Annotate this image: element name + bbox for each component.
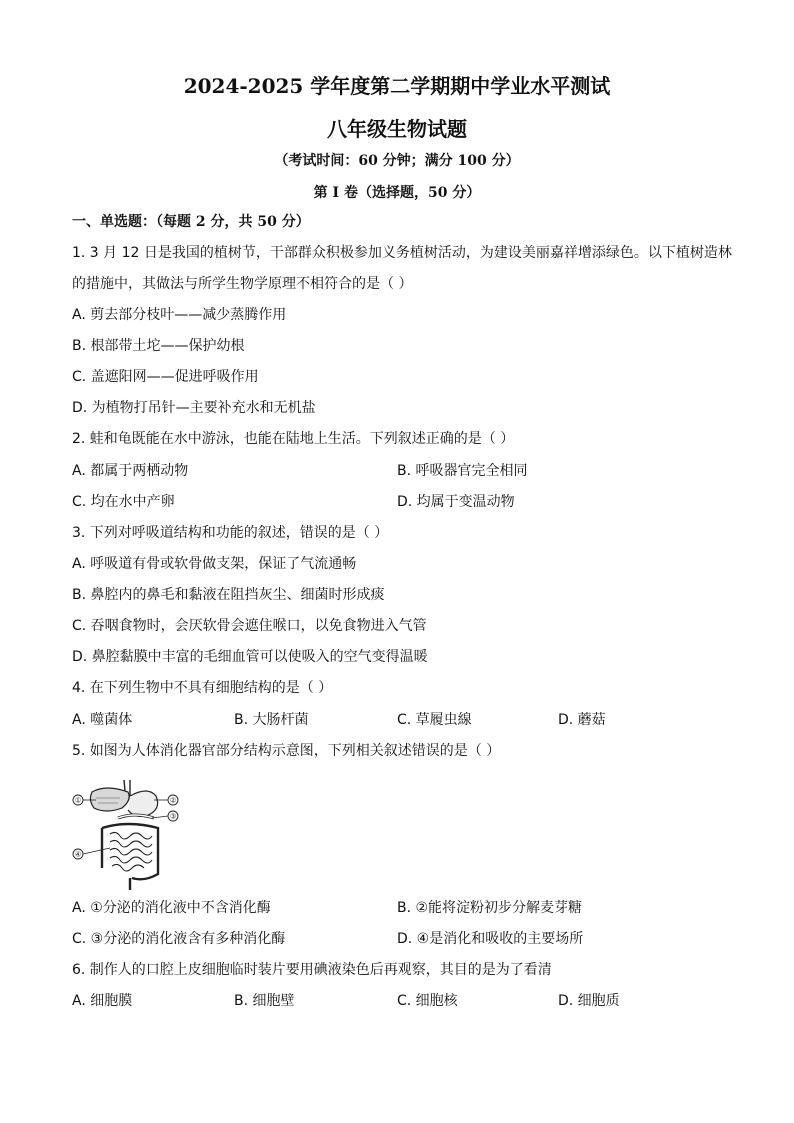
question-1-option-d: D. 为植物打吊针—主要补充水和无机盐 <box>72 400 316 416</box>
question-4-stem: 4. 在下列生物中不具有细胞结构的是（ ） <box>72 680 333 696</box>
question-1-stem-line-1: 1. 3 月 12 日是我国的植树节，干部群众积极参加义务植树活动，为建设美丽嘉祥增添绿色。以下植树造林 <box>72 245 732 261</box>
question-1-option-a: A. 剪去部分枝叶——减少蒸腾作用 <box>72 307 287 323</box>
figure-label-4: ④ <box>74 850 82 859</box>
exam-title: 2024-2025 学年度第二学期期中学业水平测试 <box>183 74 611 98</box>
figure-label-2: ② <box>169 796 177 805</box>
question-2-option-b: B. 呼吸器官完全相同 <box>397 463 528 479</box>
question-1-option-c: C. 盖遮阳网——促进呼吸作用 <box>72 369 259 385</box>
question-5-option-a: A. ①分泌的消化液中不含消化酶 <box>72 900 271 916</box>
question-4-option-d: D. 蘑菇 <box>558 712 606 728</box>
question-6-option-c: C. 细胞核 <box>397 993 458 1009</box>
figure-label-3: ③ <box>169 812 177 821</box>
question-5-option-b: B. ②能将淀粉初步分解麦芽糖 <box>397 900 583 916</box>
question-3-option-b: B. 鼻腔内的鼻毛和黏液在阻挡灰尘、细菌时形成痰 <box>72 587 385 603</box>
question-4-option-b: B. 大肠杆菌 <box>234 712 309 728</box>
figure-label-1: ① <box>74 796 82 805</box>
question-4-option-c: C. 草履虫線 <box>397 712 472 728</box>
question-3-option-a: A. 呼吸道有骨或软骨做支架，保证了气流通畅 <box>72 556 357 572</box>
question-3-option-d: D. 鼻腔黏膜中丰富的毛细血管可以使吸入的空气变得温暖 <box>72 649 428 665</box>
question-2-stem: 2. 蛙和龟既能在水中游泳，也能在陆地上生活。下列叙述正确的是（ ） <box>72 431 515 447</box>
question-2-option-d: D. 均属于变温动物 <box>397 494 515 510</box>
question-6-stem: 6. 制作人的口腔上皮细胞临时装片要用碘液染色后再观察，其目的是为了看清 <box>72 962 552 978</box>
question-3-stem: 3. 下列对呼吸道结构和功能的叙述，错误的是（ ） <box>72 525 389 541</box>
exam-info: （考试时间：60 分钟；满分 100 分） <box>274 153 520 169</box>
question-6-option-b: B. 细胞壁 <box>234 993 295 1009</box>
digestive-system-figure <box>72 778 192 894</box>
question-6-option-a: A. 细胞膜 <box>72 993 133 1009</box>
question-6-option-d: D. 细胞质 <box>558 993 620 1009</box>
section-heading: 一、单选题：（每题 2 分，共 50 分） <box>72 214 310 230</box>
question-3-option-c: C. 吞咽食物时，会厌软骨会遮住喉口，以免食物进入气管 <box>72 618 427 634</box>
exam-subtitle: 八年级生物试题 <box>327 117 467 141</box>
question-5-stem: 5. 如图为人体消化器官部分结构示意图，下列相关叙述错误的是（ ） <box>72 743 501 759</box>
question-5-option-c: C. ③分泌的消化液含有多种消化酶 <box>72 931 286 947</box>
question-2-option-a: A. 都属于两栖动物 <box>72 463 189 479</box>
question-1-option-b: B. 根部带土坨——保护幼根 <box>72 338 245 354</box>
part-heading: 第 I 卷（选择题，50 分） <box>313 185 481 201</box>
question-2-option-c: C. 均在水中产卵 <box>72 494 175 510</box>
question-1-stem-line-2: 的措施中，其做法与所学生物学原理不相符合的是（ ） <box>72 276 413 292</box>
question-5-option-d: D. ④是消化和吸收的主要场所 <box>397 931 584 947</box>
question-4-option-a: A. 噬菌体 <box>72 712 133 728</box>
